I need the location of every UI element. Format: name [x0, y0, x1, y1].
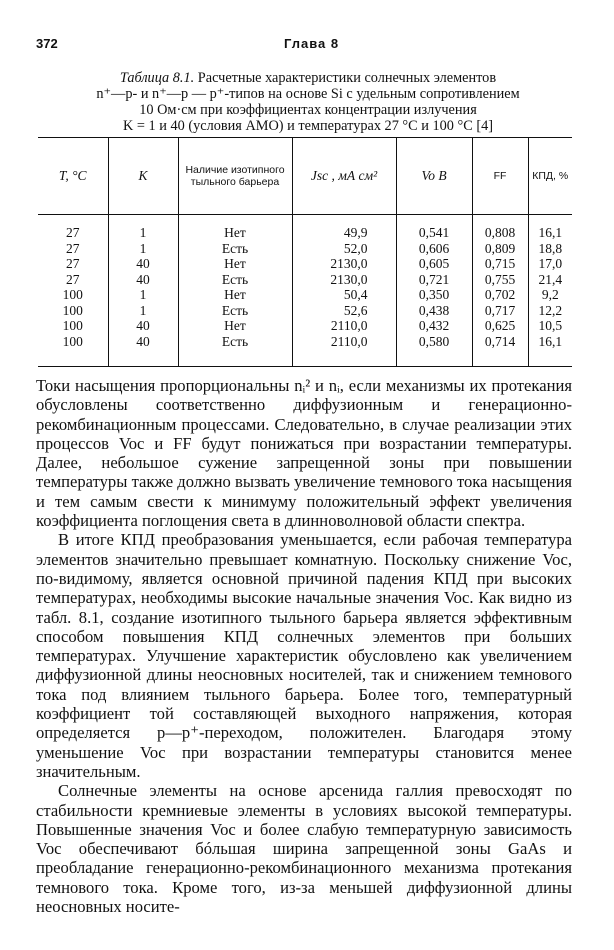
table-cell: 1 — [108, 287, 178, 303]
table-cell: Есть — [178, 334, 292, 350]
table-cell: 0,809 — [472, 241, 528, 257]
table-row — [38, 241, 572, 257]
table-row — [38, 287, 572, 303]
table-caption — [56, 70, 560, 134]
table-header-row — [38, 138, 572, 215]
table-cell: 100 — [62, 318, 83, 333]
table-cell: 21,4 — [528, 272, 572, 288]
table-cell: 52,0 — [292, 241, 396, 257]
table-cell: Нет — [178, 256, 292, 272]
table-cell: 27 — [66, 240, 80, 256]
table-cell: 40 — [108, 256, 178, 272]
paragraph-3: Солнечные элементы на основе арсенида галлия превосходят по стабильности кремниевые элементы в условиях высокой температуры. Повышенные значения Voc и более слабую температурную зависимость Voc обеспечивают бóльшая ширина запрещенной зоны GaAs и преобладание генерационно-рекомбинационного механизма протекания темнового тока. Кроме того, из-за меньшей диффузионной длины неосновных носите- — [36, 781, 572, 917]
table-cell: 0,702 — [472, 287, 528, 303]
table-cell: 1 — [108, 225, 178, 241]
table-row — [38, 318, 572, 334]
table-cell: 9,2 — [528, 287, 572, 303]
table-cell: 0,350 — [396, 287, 472, 303]
table-cell: 0,714 — [472, 334, 528, 350]
table-cell: 2110,0 — [292, 334, 396, 350]
table-cell: Нет — [178, 225, 292, 241]
table-cell: 27 — [66, 256, 80, 271]
table-cell: 0,715 — [472, 256, 528, 272]
table-cell: 0,755 — [472, 272, 528, 288]
table-body — [38, 215, 572, 367]
table-cell: Есть — [178, 303, 292, 319]
table-cell: Нет — [178, 318, 292, 334]
table-cell: 18,8 — [528, 241, 572, 257]
paragraph-2: В итоге КПД преобразования уменьшается, если рабочая температура элементов значительно превышает комнатную. Поскольку снижение Voc, по-видимому, является основной причиной падения КПД при высоких температурах, необходимы высокие начальные значения Voc. Как видно из табл. 8.1, создание изотипного тыльного барьера является эффективным способом повышения КПД солнечных элементов при больших температурах. Улучшение характеристик обусловлено как увеличением диффузионной длины неосновных носителей, так и снижением темнового тока под влиянием тыльного барьера. Более того, температурный коэффициент той составляющей выходного напряжения, которая определяется p—p⁺-переходом, положителен. Благодаря этому уменьшение Voc при возрастании температуры становится менее значительным. — [36, 530, 572, 781]
table-cell: 40 — [108, 318, 178, 334]
col-header-voc: Vo В — [396, 138, 472, 215]
table-cell: Есть — [178, 272, 292, 288]
page-header — [36, 36, 584, 56]
table-cell: 49,9 — [292, 225, 396, 241]
table-cell: 16,1 — [528, 334, 572, 350]
table-cell: 0,580 — [396, 334, 472, 350]
table-cell: 50,4 — [292, 287, 396, 303]
table-cell: Нет — [178, 287, 292, 303]
table-row — [38, 272, 572, 288]
caption-line-4: K = 1 и 40 (условия АМО) и температурах 27 °C и 100 °C [4] — [123, 118, 493, 134]
chapter-title: Глава 8 — [284, 36, 340, 51]
table-cell: Есть — [178, 241, 292, 257]
table-cell: 2110,0 — [292, 318, 396, 334]
table-cell: 12,2 — [528, 303, 572, 319]
table-cell: 2130,0 — [292, 272, 396, 288]
table-cell: 0,606 — [396, 241, 472, 257]
table-cell: 100 — [62, 287, 83, 302]
table-cell: 100 — [62, 302, 83, 318]
table-cell: 2130,0 — [292, 256, 396, 272]
table-cell: 27 — [66, 225, 80, 240]
table-cell: 52,6 — [292, 303, 396, 319]
data-table — [38, 137, 572, 367]
caption-line-1: Расчетные характеристики солнечных элементов — [194, 70, 497, 86]
paragraph-1: Токи насыщения пропорциональны nᵢ² и nᵢ, если механизмы их протекания обусловлены соответственно диффузионным и генерационно-рекомбинационным процессами. Следовательно, в случае реализации этих процессов Voc и FF будут понижаться при возрастании температуры. Далее, небольшое сужение запрещенной зоны при повышении температуры также должно вызвать увеличение темнового тока насыщения и тем самым свести к минимуму положительный эффект увеличения коэффициента поглощения света в длинноволновой области спектра. — [36, 376, 572, 531]
col-header-efficiency: КПД, % — [528, 138, 572, 215]
table-row — [38, 303, 572, 319]
table-cell: 100 — [62, 333, 83, 349]
col-header-ff: FF — [472, 138, 528, 215]
table-cell: 16,1 — [528, 225, 572, 241]
table-cell: 0,541 — [396, 225, 472, 241]
col-header-k: K — [108, 138, 178, 215]
caption-line-3: 10 Ом·см при коэффициентах концентрации излучения — [139, 102, 477, 118]
table-cell: 0,438 — [396, 303, 472, 319]
table-row — [38, 256, 572, 272]
col-header-barrier: Наличие изотипного тыльного барьера — [178, 138, 292, 215]
table-row — [38, 334, 572, 350]
table-cell: 0,808 — [472, 225, 528, 241]
caption-line-2: n⁺—p- и n⁺—p — p⁺-типов на основе Si с удельным сопротивлением — [96, 86, 520, 102]
table-cell: 0,721 — [396, 272, 472, 288]
table-cell: 0,717 — [472, 303, 528, 319]
table-cell: 40 — [108, 334, 178, 350]
table-cell: 1 — [108, 241, 178, 257]
table-row — [38, 225, 572, 241]
table-cell: 27 — [66, 271, 80, 287]
col-header-jsc: Jsc , мА см² — [292, 138, 396, 215]
table-cell: 10,5 — [528, 318, 572, 334]
col-header-temperature: T, °C — [38, 138, 108, 215]
table-cell: 40 — [108, 272, 178, 288]
caption-label: Таблица 8.1. — [119, 70, 195, 86]
table-cell: 0,605 — [396, 256, 472, 272]
table-cell: 1 — [108, 303, 178, 319]
page-number: 372 — [36, 36, 58, 51]
table-cell: 0,625 — [472, 318, 528, 334]
body-text — [36, 376, 572, 916]
table-cell: 17,0 — [528, 256, 572, 272]
table-cell: 0,432 — [396, 318, 472, 334]
